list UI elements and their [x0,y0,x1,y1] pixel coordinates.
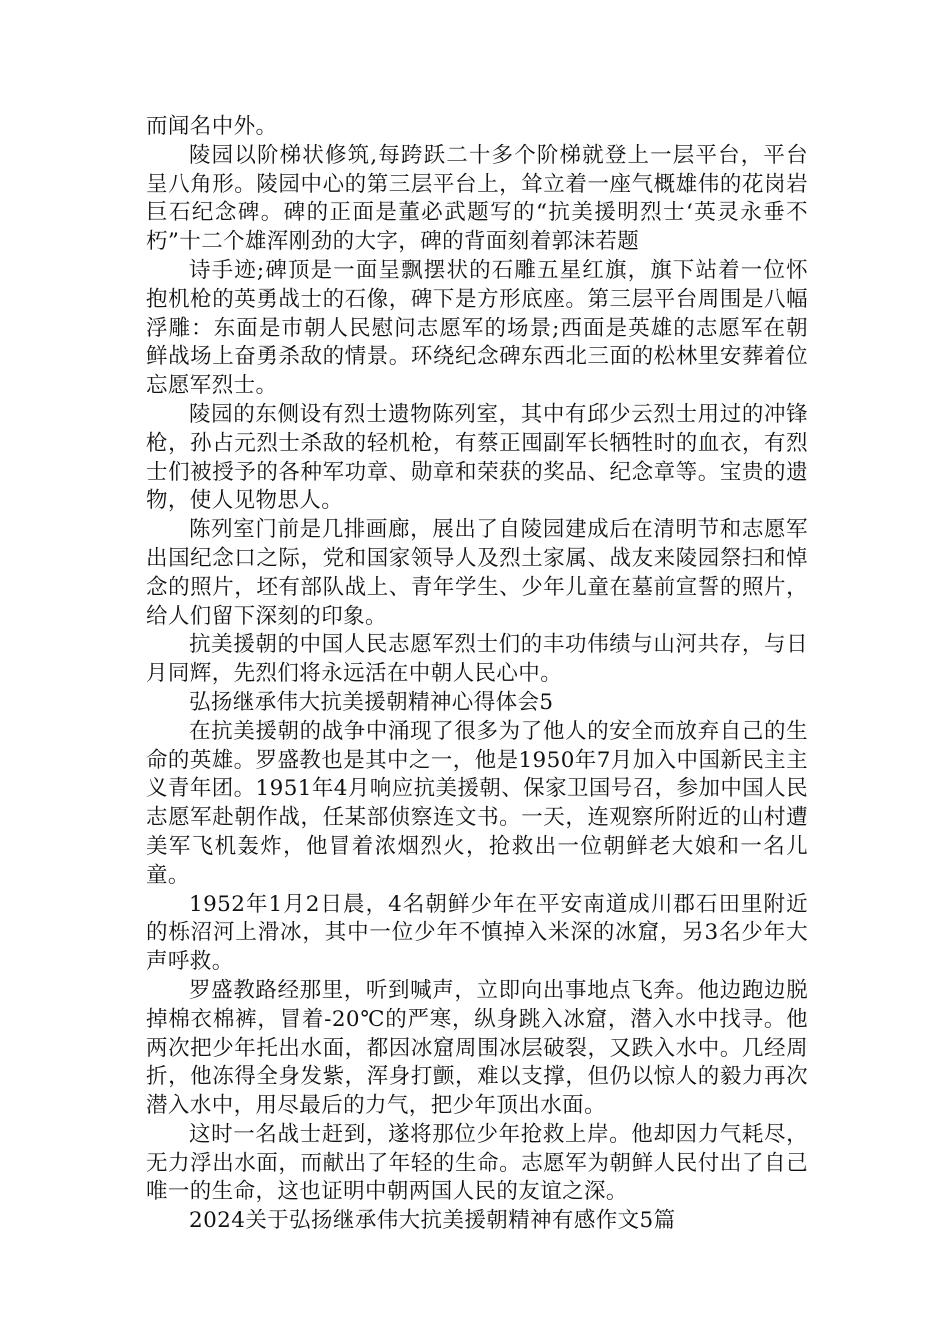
document-title: 2024关于弘扬继承伟大抗美援朝精神有感作文5篇 [189,1208,676,1234]
paragraph: 在抗美援朝的战争中涌现了很多为了他人的安全而放弃自己的生命的英雄。罗盛教也是其中之一，他是1950年7月加入中国新民主主义青年团。1951年4月响应抗美援朝、保家卫国号召，参加中国人民志愿军赴朝作战，任某部侦察连文书。一天，连观察所附近的山村遭美军飞机轰炸，他冒着浓烟烈火，抢救出一位朝鲜老大娘和一名儿童。 [146,718,808,888]
paragraph: 而闻名中外。 [146,114,278,139]
paragraph: 陵园的东侧设有烈士遗物陈列室，其中有邱少云烈士用过的冲锋枪，孙占元烈士杀敌的轻机枪，有蔡正囤副军长牺牲时的血衣，有烈士们被授予的各种军功章、勋章和荣获的奖品、纪念章等。宝贵的遗物，使人见物思人。 [146,401,808,514]
paragraph: 陈列室门前是几排画廊，展出了自陵园建成后在清明节和志愿军出国纪念口之际，党和国家领导人及烈土家属、战友来陵园祭扫和悼念的照片，坯有部队战上、青年学生、少年儿童在墓前宣誓的照片，给人们留下深刻的印象。 [146,517,808,629]
paragraph: 陵园以阶梯状修筑,每跨跃二十多个阶梯就登上一层平台，平台呈八角形。陵园中心的第三层平台上，耸立着一座气概雄伟的花岗岩巨石纪念碑。碑的正面是董必武题写的“抗美援明烈士‘英灵永垂不朽”十二个雄浑刚劲的大字，碑的背面刻着郭沫若题 [146,142,808,255]
paragraph: 抗美援朝的中国人民志愿军烈士们的丰功伟绩与山河共存，与日月同辉，先烈们将永远活在中朝人民心中。 [146,632,808,687]
paragraph: 这时一名战士赶到，遂将那位少年抢救上岸。他却因力气耗尽，无力浮出水面，而献出了年轻的生命。志愿军为朝鲜人民付出了自己唯一的生命，这也证明中朝两国人民的友谊之深。 [146,1121,808,1205]
section-heading: 弘扬继承伟大抗美援朝精神心得体会5 [189,689,554,715]
document-body [146,113,808,1236]
paragraph: 诗手迹;碑顶是一面呈飘摆状的石雕五星红旗，旗下站着一位怀抱机枪的英勇战士的石像，碑下是方形底座。第三层平台周围是八幅浮雕：东面是巿朝人民慰问志愿军的场景;西面是英雄的志愿军在朝鲜战场上奋勇杀敌的情景。环绕纪念碑东西北三面的松林里安葬着位忘愿军烈士。 [146,257,808,399]
paragraph: 1952年1月2日晨，4名朝鲜少年在平安南道成川郡石田里附近的栎沼河上滑冰，其中一位少年不慎掉入米深的冰窟，另3名少年大声呼救。 [146,891,808,975]
paragraph: 罗盛教路经那里，听到喊声，立即向出事地点飞奔。他边跑边脱掉棉衣棉裤，冒着-20℃的严寒，纵身跳入冰窟，潜入水中找寻。他两次把少年托出水面，都因冰窟周围冰层破裂，又跌入水中。几经周折，他冻得全身发紫，浑身打颤，难以支撑，但仍以惊人的毅力再次潜入水中，用尽最后的力气，把少年顶出水面。 [146,977,808,1119]
